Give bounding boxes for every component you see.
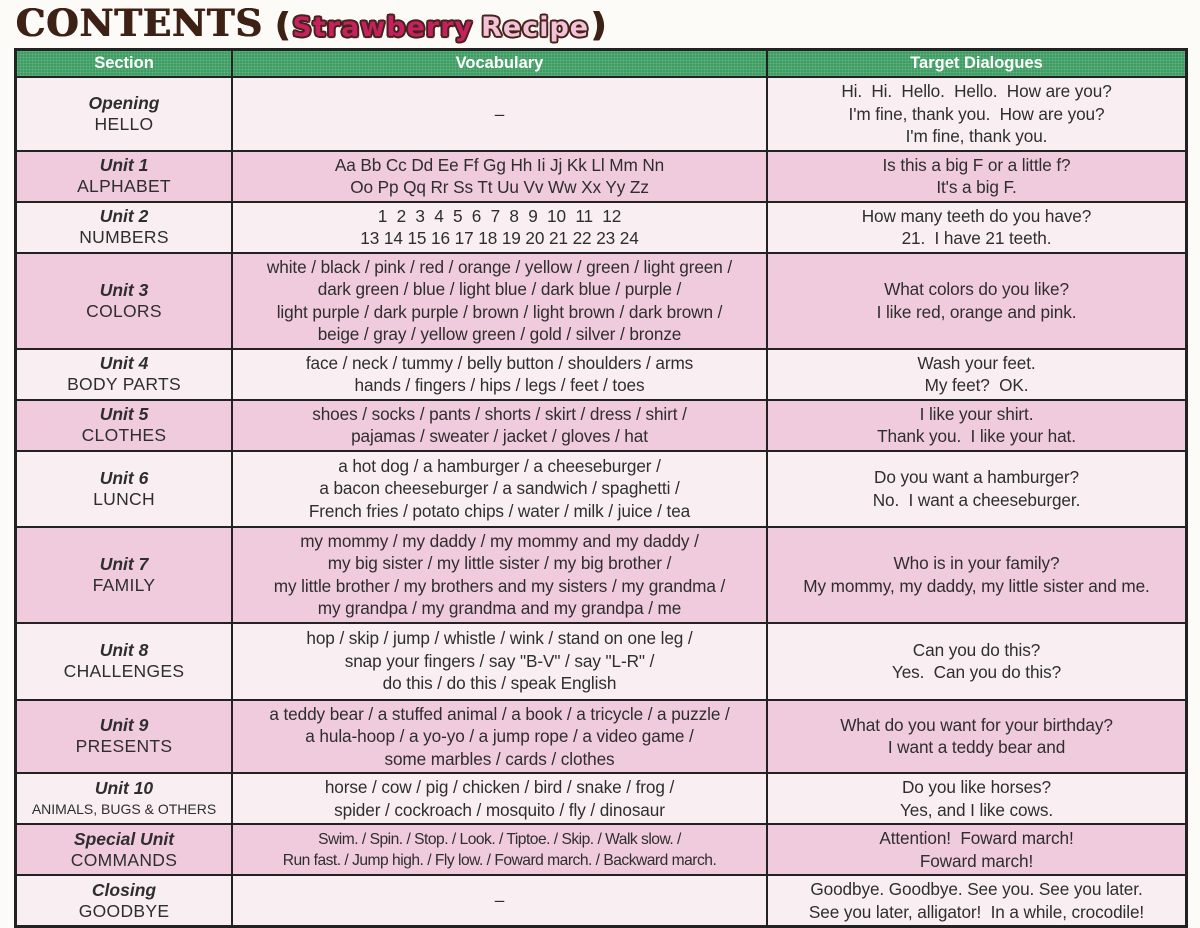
table-row (17, 152, 1185, 203)
dialog-cell (768, 152, 1185, 201)
dialog-line: 21. I have 21 teeth. (901, 228, 1052, 248)
section-name: ALPHABET (77, 176, 171, 196)
vocab-line: pajamas / sweater / jacket / gloves / hat (351, 426, 648, 446)
section-cell (17, 624, 233, 699)
section-name: CLOTHES (81, 425, 167, 445)
dialog-line: Foward march! (919, 850, 1034, 871)
table-row (17, 701, 1185, 775)
unit-label: Unit 9 (99, 715, 149, 736)
unit-label: Unit 6 (99, 467, 149, 488)
dialog-line: What colors do you like? (884, 279, 1069, 299)
header-vocabulary: Vocabulary (233, 51, 768, 76)
unit-label: Unit 10 (94, 777, 154, 798)
unit-label: Unit 7 (99, 553, 149, 574)
vocab-cell (233, 876, 768, 925)
dialog-line: Who is in your family? (893, 553, 1060, 573)
dialog-line: Is this a big F or a little f? (882, 154, 1071, 175)
dialog-line: How many teeth do you have? (861, 205, 1092, 226)
section-name: NUMBERS (79, 227, 169, 247)
vocab-cell (233, 401, 768, 450)
dialog-cell (768, 528, 1185, 622)
dialog-line: My feet? OK. (924, 375, 1029, 395)
section-name: COLORS (86, 300, 162, 321)
vocab-cell (233, 350, 768, 399)
dialog-line: What do you want for your birthday? (840, 714, 1113, 735)
dialog-cell (768, 203, 1185, 252)
vocab-line: my grandpa / my grandma and my grandpa / me (317, 598, 682, 618)
vocab-line: – (494, 890, 505, 911)
table-row (17, 254, 1185, 350)
section-cell (17, 254, 233, 348)
dialog-line: I'm fine, thank you. How are you? (848, 103, 1105, 124)
dialog-line: Attention! Foward march! (879, 828, 1074, 848)
vocab-cell (233, 825, 768, 874)
dialog-line: Thank you. I like your hat. (877, 426, 1076, 446)
vocab-line: Swim. / Spin. / Stop. / Look. / Tiptoe. / Skip. / Walk slow. / (318, 830, 681, 848)
dialog-cell (768, 401, 1185, 450)
vocab-line: my little brother / my brothers and my sisters / my grandma / (273, 575, 726, 596)
paren-close: ) (591, 5, 607, 44)
section-cell (17, 350, 233, 399)
vocab-line: hands / fingers / hips / legs / feet / toes (354, 375, 645, 395)
section-cell (17, 203, 233, 252)
vocab-line: white / black / pink / red / orange / yellow / green / light green / (266, 256, 733, 277)
table-row (17, 825, 1185, 876)
table-header-row (17, 51, 1185, 78)
unit-label: Unit 1 (99, 155, 149, 175)
vocab-line: dark green / blue / light blue / dark blue / purple / (317, 279, 682, 299)
dialog-line: Goodbye. Goodbye. See you. See you later. (810, 879, 1143, 899)
vocab-line: face / neck / tummy / belly button / shoulders / arms (305, 352, 694, 373)
vocab-line: a hot dog / a hamburger / a cheeseburger / (338, 455, 661, 476)
vocab-line: shoes / socks / pants / shorts / skirt / dress / shirt / (312, 403, 687, 424)
section-cell (17, 825, 233, 874)
header-section: Section (17, 51, 233, 76)
vocab-line: light purple / dark purple / brown / light brown / dark brown / (276, 301, 723, 322)
vocab-cell (233, 624, 768, 699)
dialog-cell (768, 624, 1185, 699)
dialog-cell (768, 701, 1185, 773)
section-cell (17, 876, 233, 925)
vocab-line: snap your fingers / say "B-V" / say "L-R" / (344, 650, 655, 671)
dialog-cell (768, 254, 1185, 348)
dialog-line: I like red, orange and pink. (876, 301, 1077, 322)
vocab-line: – (494, 103, 505, 124)
unit-label: Unit 4 (99, 353, 149, 373)
dialog-line: No. I want a cheeseburger. (872, 489, 1081, 510)
vocab-cell (233, 701, 768, 773)
paren-open: ( (275, 5, 291, 44)
subtitle-recipe: Recipe (481, 12, 590, 43)
vocab-cell (233, 774, 768, 823)
vocab-cell (233, 203, 768, 252)
vocab-cell (233, 78, 768, 150)
vocab-line: my big sister / my little sister / my big brother / (327, 553, 672, 573)
vocab-cell (233, 254, 768, 348)
vocab-line: 13 14 15 16 17 18 19 20 21 22 23 24 (360, 228, 639, 248)
section-cell (17, 528, 233, 622)
unit-label: Unit 5 (99, 404, 149, 424)
contents-table (14, 48, 1188, 928)
vocab-line: beige / gray / yellow green / gold / silver / bronze (317, 324, 682, 344)
vocab-line: French fries / potato chips / water / milk / juice / tea (308, 500, 691, 521)
dialog-line: Do you want a hamburger? (874, 467, 1079, 487)
dialog-line: Wash your feet. (917, 352, 1036, 373)
subtitle-strawberry: Strawberry (292, 12, 474, 43)
section-cell (17, 701, 233, 773)
dialog-line: Hi. Hi. Hello. Hello. How are you? (841, 81, 1112, 101)
unit-label: Unit 3 (99, 279, 149, 300)
dialog-line: Yes. Can you do this? (891, 662, 1062, 682)
vocab-line: Run fast. / Jump high. / Fly low. / Foward march. / Backward march. (282, 851, 717, 869)
table-row (17, 78, 1185, 152)
vocab-cell (233, 528, 768, 622)
dialog-line: I want a teddy bear and (887, 737, 1066, 758)
vocab-line: do this / do this / speak English (382, 673, 617, 694)
dialog-cell (768, 452, 1185, 526)
section-name: FAMILY (92, 574, 156, 595)
section-name: PRESENTS (75, 736, 173, 757)
vocab-line: 1 2 3 4 5 6 7 8 9 10 11 12 (377, 205, 622, 226)
vocab-line: a hula-hoop / a yo-yo / a jump rope / a video game / (305, 726, 694, 746)
section-cell (17, 78, 233, 150)
table-row (17, 452, 1185, 528)
dialog-line: My mommy, my daddy, my little sister and me. (803, 575, 1150, 596)
vocab-cell (233, 152, 768, 201)
table-body (17, 78, 1185, 925)
dialog-line: I'm fine, thank you. (905, 126, 1048, 146)
dialog-cell (768, 876, 1185, 925)
vocab-line: a teddy bear / a stuffed animal / a book / a tricycle / a puzzle / (269, 703, 730, 724)
vocab-line: spider / cockroach / mosquito / fly / dinosaur (334, 799, 665, 820)
dialog-cell (768, 825, 1185, 874)
dialog-line: Yes, and I like cows. (900, 799, 1053, 820)
contents-heading: CONTENTS (16, 1, 264, 45)
unit-label: Opening (88, 92, 160, 113)
table-row (17, 528, 1185, 624)
dialog-line: Do you like horses? (901, 777, 1052, 797)
section-name: COMMANDS (70, 849, 178, 870)
table-row (17, 203, 1185, 254)
section-cell (17, 401, 233, 450)
section-name: CHALLENGES (63, 661, 185, 681)
section-cell (17, 774, 233, 823)
vocab-line: horse / cow / pig / chicken / bird / snake / frog / (324, 777, 675, 797)
header-target-dialogues: Target Dialogues (910, 54, 1043, 72)
page-title (0, 0, 1200, 45)
vocab-line: Aa Bb Cc Dd Ee Ff Gg Hh Ii Jj Kk Ll Mm Nn (334, 154, 665, 175)
vocab-line: my mommy / my daddy / my mommy and my daddy / (300, 530, 699, 551)
dialog-cell (768, 774, 1185, 823)
unit-label: Special Unit (73, 828, 175, 849)
section-cell (17, 152, 233, 201)
dialog-line: It's a big F. (936, 177, 1017, 197)
section-name: LUNCH (93, 488, 155, 509)
table-row (17, 876, 1185, 925)
vocab-cell (233, 452, 768, 526)
vocab-line: Oo Pp Qq Rr Ss Tt Uu Vv Ww Xx Yy Zz (350, 177, 649, 197)
dialog-line: See you later, alligator! In a while, crocodile! (808, 901, 1145, 922)
table-row (17, 624, 1185, 701)
vocab-line: some marbles / cards / clothes (384, 748, 615, 769)
dialog-line: I like your shirt. (919, 403, 1034, 424)
unit-label: Closing (91, 879, 157, 900)
section-cell (17, 452, 233, 526)
section-name: GOODBYE (78, 900, 170, 921)
dialog-cell (768, 78, 1185, 150)
dialog-cell (768, 350, 1185, 399)
table-row (17, 774, 1185, 825)
unit-label: Unit 8 (99, 640, 149, 660)
unit-label: Unit 2 (99, 206, 149, 226)
table-row (17, 350, 1185, 401)
vocab-line: a bacon cheeseburger / a sandwich / spaghetti / (319, 478, 680, 499)
table-row (17, 401, 1185, 452)
section-name: ANIMALS, BUGS & OTHERS (31, 800, 217, 817)
dialog-line: Can you do this? (912, 639, 1041, 660)
section-name: BODY PARTS (67, 374, 181, 394)
vocab-line: hop / skip / jump / whistle / wink / stand on one leg / (306, 628, 693, 649)
section-name: HELLO (94, 113, 154, 134)
